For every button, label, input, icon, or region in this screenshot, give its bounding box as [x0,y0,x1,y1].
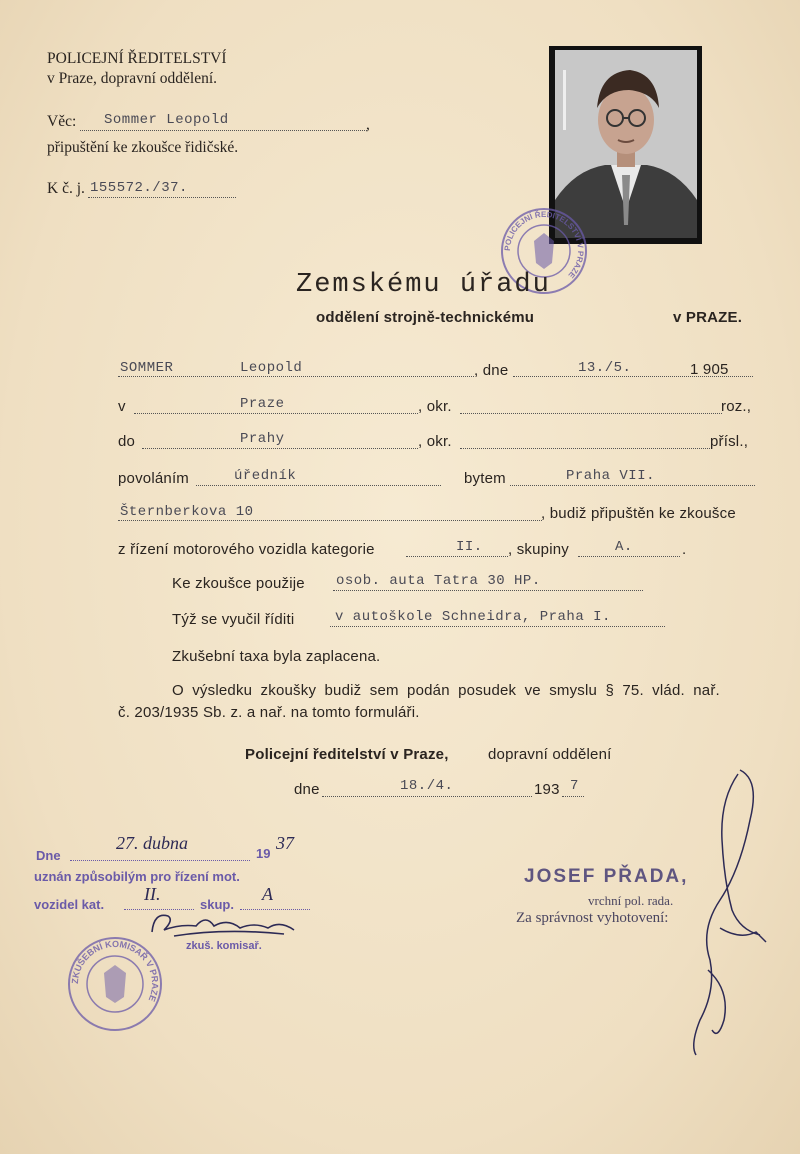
domicile-dots [142,448,418,449]
residence-dots [510,485,755,486]
okr-dots-1 [460,413,722,414]
vehicle-dots [333,590,643,591]
category-dots [406,556,508,557]
signatory-signature-icon [660,760,770,1060]
name-dots [118,376,474,377]
issuer-year-suffix: 7 [570,778,579,794]
kc-dots [88,197,236,198]
birth-day-value: 13./5. [578,360,632,376]
surname-value: SOMMER [120,360,174,376]
residence-city-value: Praha VII. [566,468,656,484]
bytem-label: bytem [464,470,506,487]
exam-role: zkuš. komisař. [186,940,262,952]
addressee-title: Zemskému úřadu [296,270,551,300]
vehicle-label: Ke zkoušce použije [172,575,305,592]
result-line2: č. 203/1935 Sb. z. a nař. na tomto formuláři. [118,704,420,721]
admit-text: , budiž připuštěn ke zkoušce [541,505,736,522]
birthplace-value: Praze [240,396,285,412]
category-label: z řízení motorového vozidla kategorie [118,541,375,558]
signatory-note: Za správnost vyhotovení: [516,910,669,926]
roz-label: roz., [721,398,752,415]
exam-line3b: skup. [200,897,234,912]
prisl-label: přísl., [710,433,749,450]
exam-year-hand: 37 [276,833,294,853]
firstname-value: Leopold [240,360,303,376]
dne-label: , dne [474,362,509,379]
authority-line2: v Praze, dopravní oddělení. [47,70,218,87]
issuer-dne-label: dne [294,781,320,798]
occupation-label: povoláním [118,470,190,487]
signatory-name: JOSEF PŘADA, [524,866,689,887]
school-dots [330,626,665,627]
okr-label-1: , okr. [418,398,452,415]
examiner-signature-icon [144,906,324,942]
group-end: . [682,541,687,558]
issuer-name: Policejní ředitelství v Praze, [245,746,449,763]
school-label: Týž se vyučil říditi [172,611,295,628]
birth-year-value: 1 905 [690,361,729,378]
street-dots [118,520,542,521]
exam-year-prefix: 19 [256,846,271,861]
issuer-date: 18./4. [400,778,454,794]
issuer-year-prefix: 193 [534,781,560,798]
category-value: II. [456,539,483,555]
okr-label-2: , okr. [418,433,452,450]
occupation-value: úředník [234,468,297,484]
do-label: do [118,433,136,450]
v-label: v [118,398,126,415]
exam-line3a: vozidel kat. [34,897,105,912]
okr-dots-2 [460,448,710,449]
exam-group-hand: A [262,884,273,904]
fee-text: Zkušební taxa byla zaplacena. [172,648,381,665]
exam-dne-label: Dne [36,848,61,863]
issuer-dept: dopravní oddělení [488,746,612,763]
birthplace-dots [134,413,418,414]
kc-value: 155572./37. [90,180,188,196]
exam-cat-hand: II. [144,884,161,904]
examiner-seal-icon [66,935,164,1033]
photo-seal-text: POLICEJNÍ ŘEDITELSTVÍ V PRAZE [502,209,586,280]
authority-line1: POLICEJNÍ ŘEDITELSTVÍ [47,50,227,67]
issuer-year-dots [562,796,584,797]
group-dots [578,556,680,557]
kc-label: K č. j. [47,180,85,197]
group-label: , skupiny [508,541,569,558]
addressee-city: v PRAZE. [673,309,743,326]
group-value: A. [615,539,633,555]
vec-dots [80,130,367,131]
examiner-seal-text: ZKUŠEBNÍ KOMISAŘ V PRAZE [69,938,161,1004]
result-line1: O výsledku zkoušky budiž sem podán posudek ve smyslu § 75. vlád. nař. [172,682,720,699]
vec-label: Věc: [47,113,77,130]
street-value: Šternberkova 10 [120,504,254,520]
domicile-value: Prahy [240,431,285,447]
school-value: v autoškole Schneidra, Praha I. [335,609,611,625]
vehicle-value: osob. auta Tatra 30 HP. [336,573,541,589]
signatory-title: vrchní pol. rada. [588,893,674,908]
exam-date-hand: 27. dubna [116,833,188,853]
addressee-department: oddělení strojně-technickému [316,309,535,326]
vec-comma: , [366,116,370,133]
issuer-date-dots [322,796,532,797]
vec-value: Sommer Leopold [104,112,229,128]
occupation-dots [196,485,441,486]
exam-date-dots [70,860,250,861]
subject-line: připuštění ke zkoušce řidičské. [47,139,239,156]
exam-line2: uznán způsobilým pro řízení mot. [34,869,240,884]
